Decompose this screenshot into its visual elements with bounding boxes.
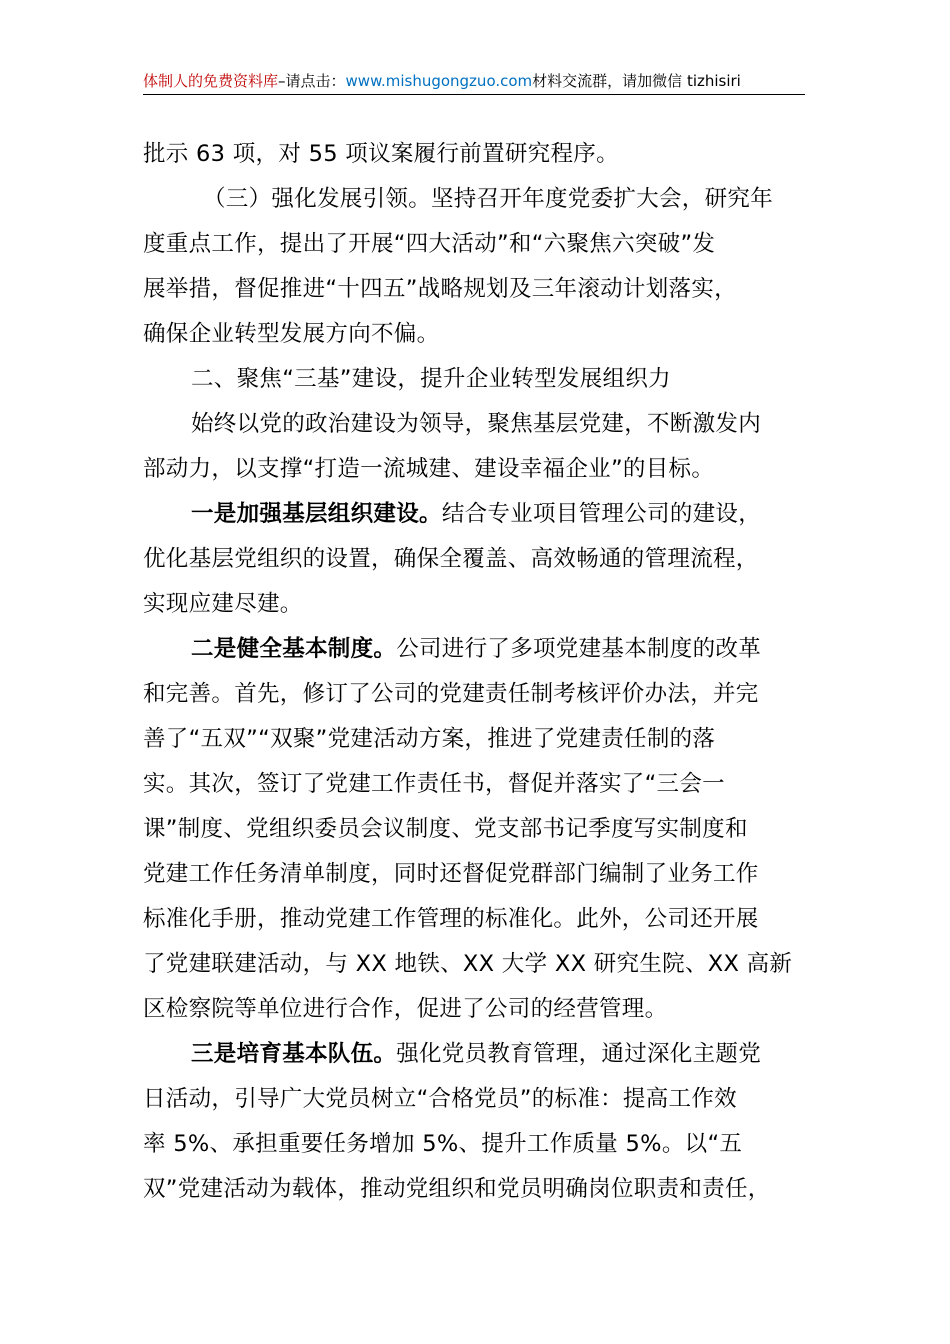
- document-body: [143, 132, 807, 1212]
- body-line: [143, 672, 807, 717]
- line-text: 实。其次，签订了党建工作责任书，督促并落实了“三会一: [143, 771, 725, 797]
- body-line: [143, 807, 807, 852]
- page-header: [143, 70, 805, 95]
- line-text: 确保企业转型发展方向不偏。: [143, 321, 440, 347]
- line-text: 双”党建活动为载体，推动党组织和党员明确岗位职责和责任，: [143, 1176, 771, 1202]
- line-text: 标准化手册，推动党建工作管理的标准化。此外，公司还开展: [143, 906, 759, 932]
- line-text: 度重点工作，提出了开展“四大活动”和“六聚焦六突破”发: [143, 231, 716, 257]
- line-text: 善了“五双”“双聚”党建活动方案，推进了党建责任制的落: [143, 726, 716, 752]
- line-text: 批示 63 项，对 55 项议案履行前置研究程序。: [143, 141, 619, 167]
- body-line: [143, 402, 807, 447]
- body-line: [143, 537, 807, 582]
- line-text: 实现应建尽建。: [143, 591, 303, 617]
- point-lead: 一是加强基层组织建设。: [191, 501, 442, 527]
- line-text: 始终以党的政治建设为领导，聚焦基层党建，不断激发内: [191, 411, 762, 437]
- line-text: 课”制度、党组织委员会议制度、党支部书记季度写实制度和: [143, 816, 748, 842]
- body-line: [143, 762, 807, 807]
- line-text: 区检察院等单位进行合作，促进了公司的经营管理。: [143, 996, 668, 1022]
- line-text: 展举措，督促推进“十四五”战略规划及三年滚动计划落实，: [143, 276, 737, 302]
- body-line: [143, 1122, 807, 1167]
- body-line: [143, 987, 807, 1032]
- line-text: 率 5%、承担重要任务增加 5%、提升工作质量 5%。以“五: [143, 1131, 743, 1157]
- body-line: [143, 267, 807, 312]
- body-line: [143, 942, 807, 987]
- body-line: [143, 492, 807, 537]
- point-lead: 二是健全基本制度。: [191, 636, 397, 662]
- line-text: 和完善。首先，修订了公司的党建责任制考核评价办法，并完: [143, 681, 759, 707]
- header-url-link[interactable]: www.mishugongzuo.com: [345, 72, 533, 90]
- body-line: [143, 132, 807, 177]
- section-subheading: [143, 177, 807, 222]
- header-separator: –请点击：: [278, 72, 346, 90]
- line-text: 部动力，以支撑“打造一流城建、建设幸福企业”的目标。: [143, 456, 715, 482]
- body-line: [143, 1077, 807, 1122]
- body-line: [143, 582, 807, 627]
- header-brand: 体制人的免费资料库: [143, 72, 279, 90]
- body-line: [143, 852, 807, 897]
- section-heading: [143, 357, 807, 402]
- line-text: 二、聚焦“三基”建设，提升企业转型发展组织力: [191, 366, 671, 392]
- line-text: 日活动，引导广大党员树立“合格党员”的标准：提高工作效: [143, 1086, 737, 1112]
- line-text: 公司进行了多项党建基本制度的改革: [396, 636, 762, 662]
- body-line: [143, 627, 807, 672]
- body-line: [143, 1167, 807, 1212]
- body-line: [143, 447, 807, 492]
- body-line: [143, 222, 807, 267]
- line-text: （三）强化发展引领。坚持召开年度党委扩大会，研究年: [203, 186, 774, 212]
- body-line: [143, 897, 807, 942]
- point-lead: 三是培育基本队伍。: [191, 1041, 397, 1067]
- header-note: 材料交流群，请加微信 tizhisiri: [532, 72, 741, 90]
- body-line: [143, 312, 807, 357]
- body-line: [143, 1032, 807, 1077]
- line-text: 结合专业项目管理公司的建设，: [441, 501, 762, 527]
- line-text: 优化基层党组织的设置，确保全覆盖、高效畅通的管理流程，: [143, 546, 759, 572]
- line-text: 强化党员教育管理，通过深化主题党: [396, 1041, 762, 1067]
- line-text: 党建工作任务清单制度，同时还督促党群部门编制了业务工作: [143, 861, 759, 887]
- body-line: [143, 717, 807, 762]
- line-text: 了党建联建活动，与 XX 地铁、XX 大学 XX 研究生院、XX 高新: [143, 951, 793, 977]
